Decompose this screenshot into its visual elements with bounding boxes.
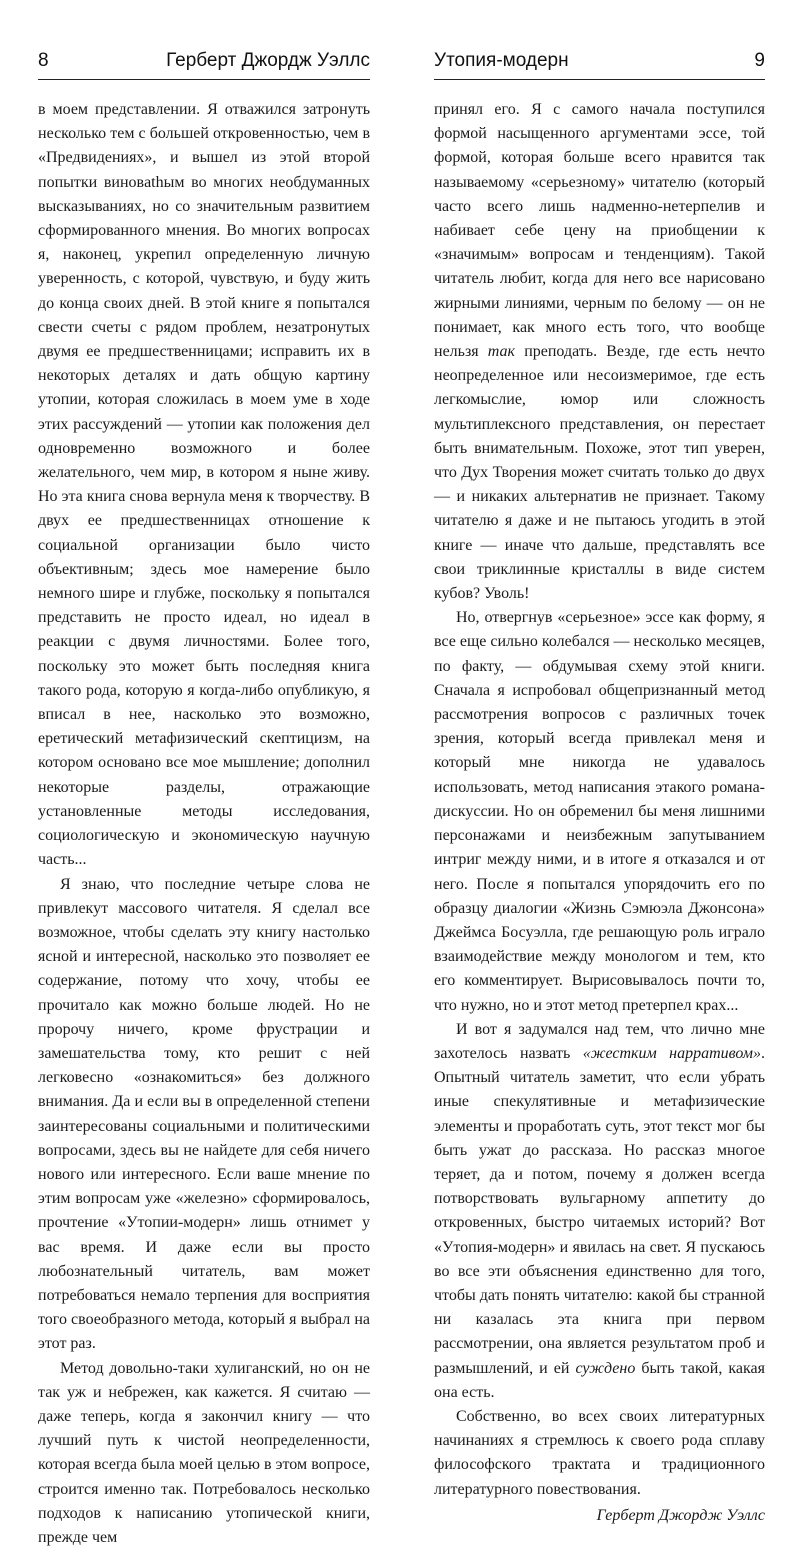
right-running-head-title: Утопия-модерн [434, 50, 569, 71]
left-paragraph-3: Метод довольно-таки хулиганский, но он не так уж и небрежен, как кажется. Я считаю — даже теперь, когда я закончил книгу — что лучший путь к чистой неопределенности, которая всегда была моей целью в этом вопросе, строится именно так. Потребовалось несколько подходов к написанию утопической книги, прежде чем [38, 1359, 370, 1546]
right-paragraph-1-tail: преподать. Везде, где есть нечто неопределенное или несоизмеримое, где есть легкомыслие, юмор или сложность мультиплексного представления, он перестает быть внимательным. Похоже, этот тип уверен, что Дух Творения может считать только до двух — и никаких альтернатив не признает. Такому читателю я даже и не пытаюсь угодить в этой книге — иначе что дальше, представлять все свои триклинные кристаллы в виде систем кубов? Уволь! [434, 343, 765, 603]
left-body-text [38, 98, 370, 1550]
emphasis-suzhdeno: суждено [575, 1359, 636, 1377]
right-paragraph-1 [434, 98, 765, 606]
left-page [0, 0, 400, 1546]
emphasis-hard-narrative: «жестким нарративом» [582, 1044, 762, 1062]
left-running-head-title: Герберт Джордж Уэллс [166, 50, 370, 71]
right-paragraph-3-end: быть такой, какая она есть. [434, 1359, 766, 1401]
right-paragraph-3-middle: . Опытный читатель заметит, что если убрать иные спекулятивные и метафизические элементы и проработать суть, этот текст мог бы быть ужат до рассказа. Но рассказ многое теряет, да и потом, почему я должен всегда потворствовать вульгарному аппетиту до откровенных, быстро читаемых историй? Вот «Утопия-модерн» и явилась на свет. Я пускаюсь во все эти объяснения единственно для того, чтобы дать понять читателю: какой бы странной ни казалась эта книга при первом рассмотрении, она является результатом проб и размышлений, и ей [434, 1044, 766, 1377]
right-header-rule [434, 79, 765, 80]
right-paragraph-3-start: И вот я задумался над тем, что лично мне захотелось назвать [434, 1020, 765, 1062]
right-running-header [434, 50, 765, 80]
right-paragraph-2: Но, отвергнув «серьезное» эссе как форму, я все еще сильно колебался — несколько месяцев, по факту, — обдумывая схему этой книги. Сначала я испробовал общепризнанный метод рассмотрения вопросов с различных точек зрения, который всегда привлекал меня и который мне никогда не удавалось использовать, метод написания этакого романа-дискуссии. Но он обременил бы меня лишними персонажами и неизбежным запутыванием интриг между ними, и в итоге я отказался и от него. После я попытался упорядочить его по образцу диалогии «Жизнь Сэмюэла Джонсона» Джеймса Босуэлла, где решающую роль играло взаимодействие между монологом и тем, кто его комментирует. Вырисовывалось почти то, что нужно, но и этот метод претерпел крах... [434, 609, 766, 1014]
right-paragraph-1-text: принял его. Я с самого начала поступился формой насыщенного аргументами эссе, той формой, которая больше всего нравится так называемому «серьезному» читателю (который часто всего лишь надменно-нетерпелив и набивает себе цену на приобщении к «значимым» вопросам и тенденциям). Такой читатель любит, когда для него все нарисовано жирными линиями, черным по белому — он не понимает, как много есть того, что вообще нельзя [434, 101, 765, 361]
emphasis-tak: так [487, 343, 516, 361]
right-body-text [434, 98, 765, 1528]
right-page-number: 9 [754, 50, 765, 71]
left-paragraph-2: Я знаю, что последние четыре слова не привлекут массового читателя. Я сделал все возможное, чтобы сделать эту книгу настолько ясной и интересной, насколько это позволяет ее содержание, потому что хочу, чтобы ее прочитало как можно больше людей. Но не пророчу ничего, кроме фрустрации и замешательства тому, кто решит с ней легковесно «ознакомиться» без должного внимания. Да и если вы в определенной степени заинтересованы социальными и политическими вопросами, здесь вы не найдете для себя ничего нового или интересного. Если ваше мнение по этим вопросам уже «железно» сформировалось, прочтение «Утопии-модерн» лишь отнимет у вас время. И даже если вы просто любознательный читатель, вам может потребоваться немало терпения для восприятия того своеобразного метода, который я выбрал на этот раз. [38, 875, 370, 1353]
right-paragraph-3 [434, 1018, 765, 1405]
left-running-header [38, 50, 370, 80]
author-signature: Герберт Джордж Уэллс [596, 1506, 765, 1524]
right-paragraph-4: Собственно, во всех своих литературных начинаниях я стремлюсь к своего рода сплаву философского трактата и традиционного литературного повествования. [434, 1407, 765, 1498]
right-page [400, 0, 800, 1524]
left-paragraph-1: в моем представлении. Я отважился затронуть несколько тем с большей откровенностью, чем в «Предвидениях», и вышел из этой второй попытки виновathым во многих необдуманных высказываниях, но со значительным развитием сформированного мнения. Во многих вопросах я, наконец, укрепил определенную личную уверенность, с которой, чувствую, и буду жить до конца своих дней. В этой книге я попытался свести счеты с рядом проблем, незатронутых двумя ее предшественницами; исправить их в некоторых деталях и дать общую картину утопии, которая сложилась в моем уме в ходе этих рассуждений — утопии как положения дел одновременно возможного и более желательного, чем мир, в котором я ныне живу. Но эта книга снова вернула меня к творчеству. В двух ее предшественницах отношение к социальной организации было чисто объективным; здесь мое намерение было немного шире и глубже, поскольку я попытался представить не просто идеал, но идеал в реакции с двумя личностями. Более того, поскольку это может быть последняя книга такого рода, которую я когда-либо опубликую, я вписал в нее, насколько это возможно, еретический метафизический скептицизм, на котором основано все мое мышление; дополнил некоторые разделы, отражающие установленные методы исследования, социологическую и экономическую научную часть... [38, 101, 370, 869]
left-page-number: 8 [38, 50, 49, 71]
left-header-rule [38, 79, 370, 80]
